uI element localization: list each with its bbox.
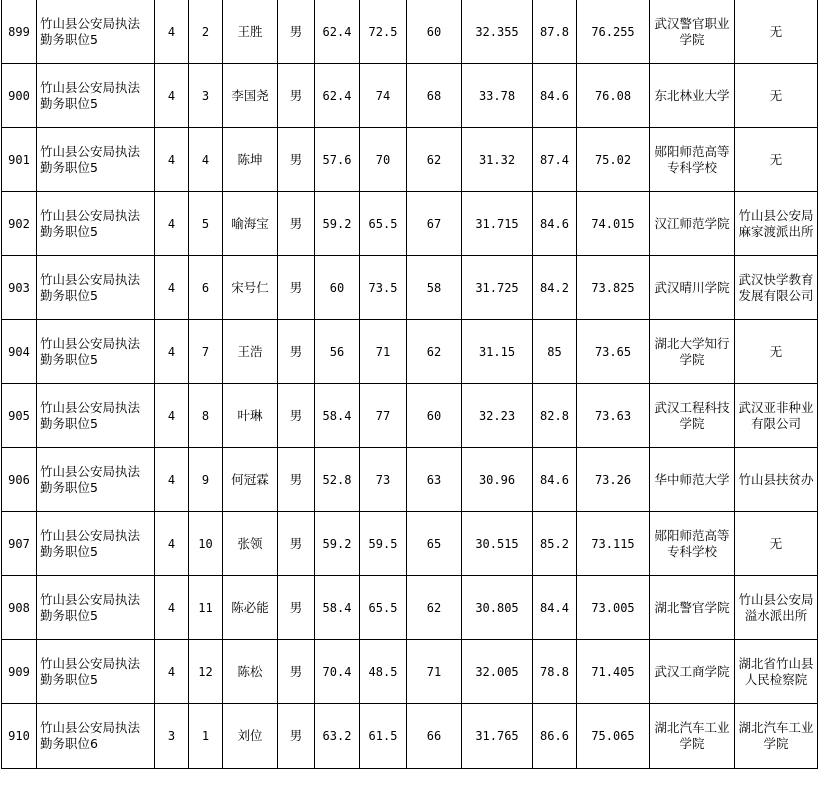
school-cell: 湖北警官学院: [650, 576, 735, 640]
professional-test-cell: 63: [407, 448, 462, 512]
professional-test-cell: 62: [407, 320, 462, 384]
written-test-cell: 62.4: [315, 64, 360, 128]
school-cell: 郧阳师范高等专科学校: [650, 512, 735, 576]
candidate-name-cell: 何冠霖: [223, 448, 278, 512]
written-test-cell: 60: [315, 256, 360, 320]
post-name-cell: 竹山县公安局执法勤务职位5: [37, 64, 155, 128]
gender-cell: 男: [278, 704, 315, 769]
aptitude-test-cell: 74: [360, 64, 407, 128]
professional-test-cell: 60: [407, 384, 462, 448]
written-test-cell: 57.6: [315, 128, 360, 192]
table-row: [2, 128, 818, 192]
school-cell: 郧阳师范高等专科学校: [650, 128, 735, 192]
interview-score-cell: 85: [533, 320, 577, 384]
interview-score-cell: 82.8: [533, 384, 577, 448]
row-number-cell: 908: [2, 576, 37, 640]
candidate-name-cell: 王胜: [223, 0, 278, 64]
total-score-cell: 71.405: [577, 640, 650, 704]
written-test-cell: 58.4: [315, 384, 360, 448]
rank-cell: 7: [189, 320, 223, 384]
total-score-cell: 73.825: [577, 256, 650, 320]
aptitude-test-cell: 77: [360, 384, 407, 448]
post-name-cell: 竹山县公安局执法勤务职位5: [37, 512, 155, 576]
rank-cell: 12: [189, 640, 223, 704]
employer-cell: 武汉快学教育发展有限公司: [735, 256, 818, 320]
rank-cell: 4: [189, 128, 223, 192]
written-score-cell: 32.005: [462, 640, 533, 704]
candidate-name-cell: 陈必能: [223, 576, 278, 640]
quota-cell: 4: [155, 128, 189, 192]
school-cell: 武汉工程科技学院: [650, 384, 735, 448]
row-number-cell: 903: [2, 256, 37, 320]
written-test-cell: 52.8: [315, 448, 360, 512]
row-number-cell: 909: [2, 640, 37, 704]
employer-cell: 无: [735, 128, 818, 192]
post-name-cell: 竹山县公安局执法勤务职位5: [37, 192, 155, 256]
interview-score-cell: 78.8: [533, 640, 577, 704]
gender-cell: 男: [278, 512, 315, 576]
quota-cell: 4: [155, 192, 189, 256]
rank-cell: 2: [189, 0, 223, 64]
written-score-cell: 30.805: [462, 576, 533, 640]
gender-cell: 男: [278, 384, 315, 448]
post-name-cell: 竹山县公安局执法勤务职位5: [37, 576, 155, 640]
aptitude-test-cell: 61.5: [360, 704, 407, 769]
aptitude-test-cell: 48.5: [360, 640, 407, 704]
row-number-cell: 899: [2, 0, 37, 64]
employer-cell: 无: [735, 512, 818, 576]
total-score-cell: 75.065: [577, 704, 650, 769]
aptitude-test-cell: 73.5: [360, 256, 407, 320]
total-score-cell: 73.65: [577, 320, 650, 384]
school-cell: 武汉晴川学院: [650, 256, 735, 320]
written-score-cell: 31.15: [462, 320, 533, 384]
professional-test-cell: 66: [407, 704, 462, 769]
aptitude-test-cell: 65.5: [360, 576, 407, 640]
school-cell: 武汉工商学院: [650, 640, 735, 704]
total-score-cell: 76.08: [577, 64, 650, 128]
gender-cell: 男: [278, 256, 315, 320]
interview-score-cell: 85.2: [533, 512, 577, 576]
written-test-cell: 58.4: [315, 576, 360, 640]
table-row: [2, 192, 818, 256]
results-table-body: [2, 0, 818, 769]
written-test-cell: 62.4: [315, 0, 360, 64]
gender-cell: 男: [278, 128, 315, 192]
total-score-cell: 73.63: [577, 384, 650, 448]
candidate-name-cell: 王浩: [223, 320, 278, 384]
candidate-name-cell: 李国尧: [223, 64, 278, 128]
candidate-name-cell: 刘位: [223, 704, 278, 769]
table-row: [2, 64, 818, 128]
school-cell: 华中师范大学: [650, 448, 735, 512]
results-table: [1, 0, 818, 769]
total-score-cell: 73.005: [577, 576, 650, 640]
gender-cell: 男: [278, 0, 315, 64]
gender-cell: 男: [278, 192, 315, 256]
written-score-cell: 31.32: [462, 128, 533, 192]
interview-score-cell: 86.6: [533, 704, 577, 769]
written-score-cell: 32.23: [462, 384, 533, 448]
row-number-cell: 902: [2, 192, 37, 256]
professional-test-cell: 62: [407, 576, 462, 640]
interview-score-cell: 84.6: [533, 64, 577, 128]
candidate-name-cell: 叶琳: [223, 384, 278, 448]
rank-cell: 8: [189, 384, 223, 448]
interview-score-cell: 84.6: [533, 192, 577, 256]
gender-cell: 男: [278, 320, 315, 384]
table-row: [2, 448, 818, 512]
row-number-cell: 910: [2, 704, 37, 769]
interview-score-cell: 87.8: [533, 0, 577, 64]
interview-score-cell: 84.4: [533, 576, 577, 640]
gender-cell: 男: [278, 64, 315, 128]
candidate-name-cell: 陈松: [223, 640, 278, 704]
aptitude-test-cell: 65.5: [360, 192, 407, 256]
employer-cell: 无: [735, 0, 818, 64]
total-score-cell: 73.26: [577, 448, 650, 512]
quota-cell: 4: [155, 256, 189, 320]
aptitude-test-cell: 72.5: [360, 0, 407, 64]
candidate-name-cell: 陈坤: [223, 128, 278, 192]
gender-cell: 男: [278, 576, 315, 640]
gender-cell: 男: [278, 448, 315, 512]
candidate-name-cell: 张领: [223, 512, 278, 576]
professional-test-cell: 65: [407, 512, 462, 576]
post-name-cell: 竹山县公安局执法勤务职位5: [37, 640, 155, 704]
row-number-cell: 905: [2, 384, 37, 448]
written-score-cell: 30.96: [462, 448, 533, 512]
quota-cell: 4: [155, 512, 189, 576]
interview-score-cell: 84.2: [533, 256, 577, 320]
professional-test-cell: 58: [407, 256, 462, 320]
written-test-cell: 56: [315, 320, 360, 384]
row-number-cell: 907: [2, 512, 37, 576]
table-row: [2, 512, 818, 576]
interview-score-cell: 87.4: [533, 128, 577, 192]
aptitude-test-cell: 71: [360, 320, 407, 384]
post-name-cell: 竹山县公安局执法勤务职位6: [37, 704, 155, 769]
total-score-cell: 76.255: [577, 0, 650, 64]
table-row: [2, 320, 818, 384]
employer-cell: 竹山县扶贫办: [735, 448, 818, 512]
quota-cell: 4: [155, 640, 189, 704]
quota-cell: 4: [155, 576, 189, 640]
written-score-cell: 31.715: [462, 192, 533, 256]
post-name-cell: 竹山县公安局执法勤务职位5: [37, 320, 155, 384]
rank-cell: 1: [189, 704, 223, 769]
post-name-cell: 竹山县公安局执法勤务职位5: [37, 128, 155, 192]
post-name-cell: 竹山县公安局执法勤务职位5: [37, 448, 155, 512]
rank-cell: 6: [189, 256, 223, 320]
post-name-cell: 竹山县公安局执法勤务职位5: [37, 0, 155, 64]
rank-cell: 11: [189, 576, 223, 640]
employer-cell: 无: [735, 64, 818, 128]
professional-test-cell: 60: [407, 0, 462, 64]
employer-cell: 竹山县公安局溢水派出所: [735, 576, 818, 640]
gender-cell: 男: [278, 640, 315, 704]
written-test-cell: 59.2: [315, 512, 360, 576]
rank-cell: 9: [189, 448, 223, 512]
written-score-cell: 33.78: [462, 64, 533, 128]
table-row: [2, 640, 818, 704]
employer-cell: 湖北汽车工业学院: [735, 704, 818, 769]
row-number-cell: 900: [2, 64, 37, 128]
written-score-cell: 30.515: [462, 512, 533, 576]
employer-cell: 湖北省竹山县人民检察院: [735, 640, 818, 704]
interview-score-cell: 84.6: [533, 448, 577, 512]
school-cell: 东北林业大学: [650, 64, 735, 128]
quota-cell: 4: [155, 320, 189, 384]
written-score-cell: 31.765: [462, 704, 533, 769]
aptitude-test-cell: 59.5: [360, 512, 407, 576]
aptitude-test-cell: 70: [360, 128, 407, 192]
school-cell: 武汉警官职业学院: [650, 0, 735, 64]
written-score-cell: 32.355: [462, 0, 533, 64]
row-number-cell: 904: [2, 320, 37, 384]
total-score-cell: 75.02: [577, 128, 650, 192]
professional-test-cell: 67: [407, 192, 462, 256]
quota-cell: 3: [155, 704, 189, 769]
rank-cell: 3: [189, 64, 223, 128]
table-row: [2, 576, 818, 640]
rank-cell: 10: [189, 512, 223, 576]
school-cell: 湖北大学知行学院: [650, 320, 735, 384]
written-score-cell: 31.725: [462, 256, 533, 320]
post-name-cell: 竹山县公安局执法勤务职位5: [37, 384, 155, 448]
professional-test-cell: 68: [407, 64, 462, 128]
row-number-cell: 901: [2, 128, 37, 192]
aptitude-test-cell: 73: [360, 448, 407, 512]
written-test-cell: 70.4: [315, 640, 360, 704]
candidate-name-cell: 宋号仁: [223, 256, 278, 320]
professional-test-cell: 62: [407, 128, 462, 192]
quota-cell: 4: [155, 384, 189, 448]
quota-cell: 4: [155, 64, 189, 128]
employer-cell: 无: [735, 320, 818, 384]
school-cell: 湖北汽车工业学院: [650, 704, 735, 769]
rank-cell: 5: [189, 192, 223, 256]
professional-test-cell: 71: [407, 640, 462, 704]
table-row: [2, 0, 818, 64]
employer-cell: 竹山县公安局麻家渡派出所: [735, 192, 818, 256]
candidate-name-cell: 喻海宝: [223, 192, 278, 256]
table-row: [2, 384, 818, 448]
quota-cell: 4: [155, 0, 189, 64]
employer-cell: 武汉亚非种业有限公司: [735, 384, 818, 448]
quota-cell: 4: [155, 448, 189, 512]
post-name-cell: 竹山县公安局执法勤务职位5: [37, 256, 155, 320]
school-cell: 汉江师范学院: [650, 192, 735, 256]
total-score-cell: 73.115: [577, 512, 650, 576]
row-number-cell: 906: [2, 448, 37, 512]
table-row: [2, 704, 818, 769]
written-test-cell: 63.2: [315, 704, 360, 769]
table-row: [2, 256, 818, 320]
written-test-cell: 59.2: [315, 192, 360, 256]
total-score-cell: 74.015: [577, 192, 650, 256]
